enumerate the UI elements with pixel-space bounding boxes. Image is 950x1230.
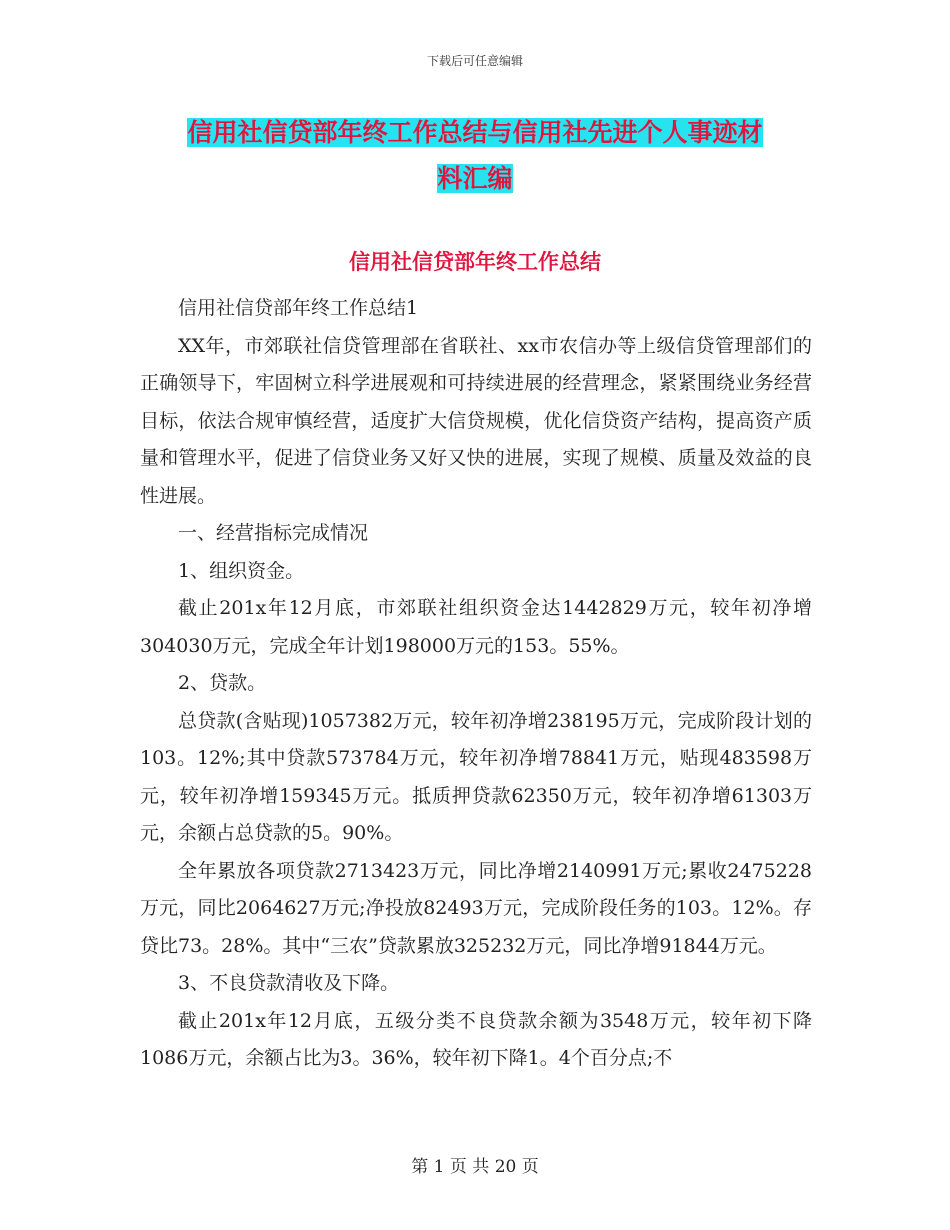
paragraph: 截止201x年12月底，五级分类不良贷款余额为3548万元，较年初下降1086万元，余额占比为3。36%，较年初下降1。4个百分点;不 [140,1009,812,1069]
page-header-note: 下载后可任意编辑 [426,54,523,68]
body-text [140,290,812,1078]
document-title [140,110,810,202]
document-title-line-1: 信用社信贷部年终工作总结与信用社先进个人事迹材 [187,118,763,147]
section-title: 信用社信贷部年终工作总结 [349,250,601,274]
paragraph: 1、组织资金。 [178,559,305,582]
paragraph: 3、不良贷款清收及下降。 [178,972,400,994]
paragraph: 全年累放各项贷款2713423万元，同比净增2140991万元;累收2475228万元，同比2064627万元;净投放82493万元，完成阶段任务的103。12%。存贷比73。28%。其中“三农”贷款累放325232万元，同比净增91844万元。 [140,859,812,957]
page-footer: 第 1 页 共 20 页 [411,1157,539,1177]
paragraph: 信用社信贷部年终工作总结1 [178,297,419,319]
paragraph: 2、贷款。 [178,672,267,694]
paragraph: 总贷款(含贴现)1057382万元，较年初净增238195万元，完成阶段计划的103。12%;其中贷款573784万元，较年初净增78841万元，贴现483598万元，较年初净增159345万元。抵质押贷款62350万元，较年初净增61303万元，余额占总贷款的5。90%。 [140,709,812,844]
paragraph: XX年，市郊联社信贷管理部在省联社、xx市农信办等上级信贷管理部们的正确领导下，牢固树立科学进展观和可持续进展的经营理念，紧紧围绕业务经营目标，依法合规审慎经营，适度扩大信贷规模，优化信贷资产结构，提高资产质量和管理水平，促进了信贷业务又好又快的进展，实现了规模、质量及效益的良性进展。 [140,334,812,507]
document-title-line-2: 料汇编 [437,164,513,193]
paragraph: 一、经营指标完成情况 [178,522,369,544]
paragraph: 截止201x年12月底，市郊联社组织资金达1442829万元，较年初净增304030万元，完成全年计划198000万元的153。55%。 [140,597,812,657]
